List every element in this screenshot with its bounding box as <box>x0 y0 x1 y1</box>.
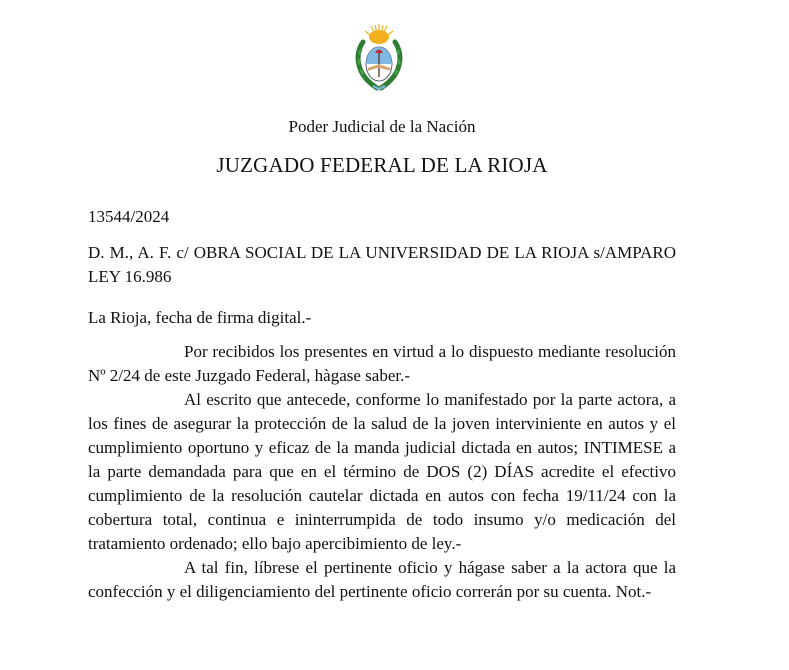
office-heading: Poder Judicial de la Nación <box>288 117 476 136</box>
paragraph-intimation: Al escrito que antecede, conforme lo manifestado por la parte actora, a los fines de asegurar la protección de la salud de la joven interviniente en autos y el cumplimiento oportuno y eficaz de la manda judicial dictada en autos; INTIMESE a la parte demandada para que en el término de DOS (2) DÍAS acredite el efectivo cumplimiento de la resolución cautelar dictada en autos con fecha 19/11/24 con la cobertura total, continua e ininterrumpida de todo insumo y/o medicación del tratamiento ordenado; ello bajo apercibimiento de ley.- <box>88 390 676 553</box>
argentine-coat-of-arms-icon <box>353 22 405 94</box>
paragraph-received: Por recibidos los presentes en virtud a lo dispuesto mediante resolución Nº 2/24 de este Juzgado Federal, hàgase saber.- <box>88 342 676 385</box>
date-line: La Rioja, fecha de firma digital.- <box>88 308 312 327</box>
paragraph-oficio: A tal fin, líbrese el pertinente oficio y hágase saber a la actora que la confección y el diligenciamiento del pertinente oficio correrán por su cuenta. Not.- <box>88 558 676 601</box>
case-caption: D. M., A. F. c/ OBRA SOCIAL DE LA UNIVERSIDAD DE LA RIOJA s/AMPARO LEY 16.986 <box>88 243 676 286</box>
court-heading: JUZGADO FEDERAL DE LA RIOJA <box>216 153 548 177</box>
case-number: 13544/2024 <box>88 207 170 226</box>
resolution-body <box>88 340 676 604</box>
